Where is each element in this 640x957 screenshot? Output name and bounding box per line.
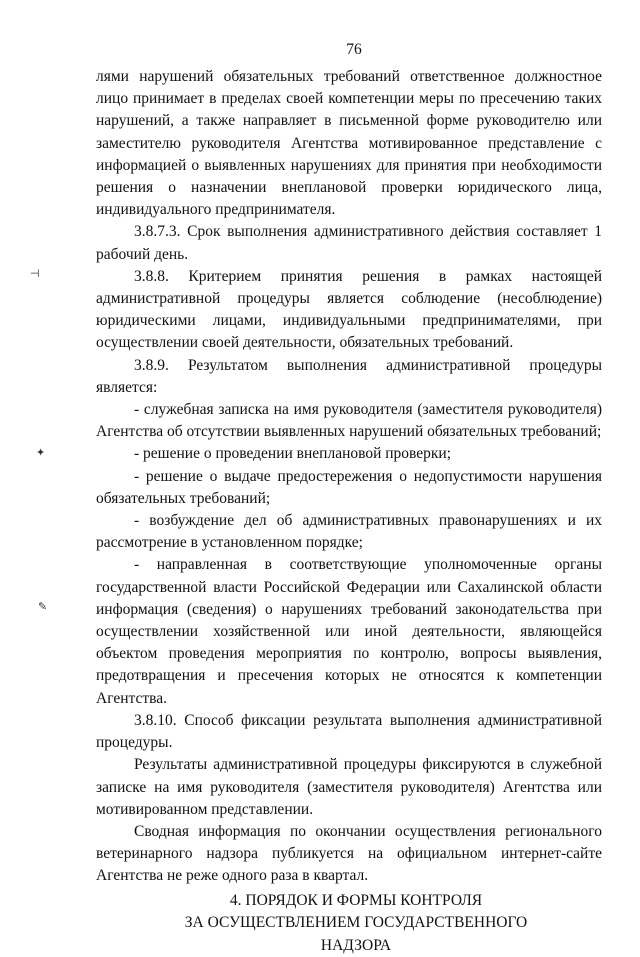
paragraph: 3.8.7.3. Срок выполнения административного действия составляет 1 рабочий день.: [96, 223, 602, 263]
margin-mark-middle: ✦: [36, 446, 46, 459]
paragraph: Сводная информация по окончании осуществления регионального ветеринарного надзора публикуется на официальном интернет-сайте Агентства не реже одного раза в квартал.: [96, 822, 602, 885]
list-item: - направленная в соответствующие уполномоченные органы государственной власти Российской Федерации или Сахалинской области информация (сведения) о нарушениях требований законодательства при осуществлении хозяйственной или иной деятельности, являющейся объектом проведения мероприятия по контролю, вопросы выявления, предотвращения и пресечения которых не относятся к компетенции Агентства.: [96, 556, 602, 707]
list-item: - служебная записка на имя руководителя (заместителя руководителя) Агентства об отсутствии выявленных нарушений обязательных требований;: [96, 401, 602, 441]
paragraph: 3.8.8. Критерием принятия решения в рамках настоящей административной процедуры является соблюдение (несоблюдение) юридическими лицами, индивидуальными предпринимателями, при осуществлении своей деятельности, обязательных требований.: [96, 267, 602, 352]
margin-mark-top: ⊣: [30, 267, 40, 280]
section-heading-line: НАДЗОРА: [320, 936, 392, 954]
list-item: - решение о проведении внеплановой проверки;: [134, 445, 452, 463]
list-item: - возбуждение дел об административных правонарушениях и их рассмотрение в установленном порядке;: [96, 512, 602, 552]
page-number: 76: [346, 41, 362, 58]
list-item: - решение о выдаче предостережения о недопустимости нарушения обязательных требований;: [96, 467, 602, 507]
paragraph: 3.8.10. Способ фиксации результата выполнения административной процедуры.: [96, 711, 602, 752]
paragraph: Результаты административной процедуры фиксируются в служебной записке на имя руководителя (заместителя руководителя) Агентства или мотивированном представлении.: [96, 756, 602, 818]
section-heading-line: ЗА ОСУЩЕСТВЛЕНИЕМ ГОСУДАРСТВЕННОГО: [184, 914, 528, 932]
section-heading-line: 4. ПОРЯДОК И ФОРМЫ КОНТРОЛЯ: [229, 891, 483, 909]
paragraph: лями нарушений обязательных требований ответственное должностное лицо принимает в пределах своей компетенции меры по пресечению таких нарушений, а также направляет в письменной форме руководителю или заместителю руководителя Агентства мотивированное представление с информацией о выявленных нарушениях для принятия при необходимости решения о назначении внеплановой проверки юридического лица, индивидуального предпринимателя.: [96, 68, 602, 219]
paragraph: 3.8.9. Результатом выполнения административной процедуры является:: [96, 356, 602, 396]
section-heading: [96, 890, 602, 957]
margin-mark-bottom: ✎: [38, 600, 48, 613]
document-page: [96, 40, 602, 957]
